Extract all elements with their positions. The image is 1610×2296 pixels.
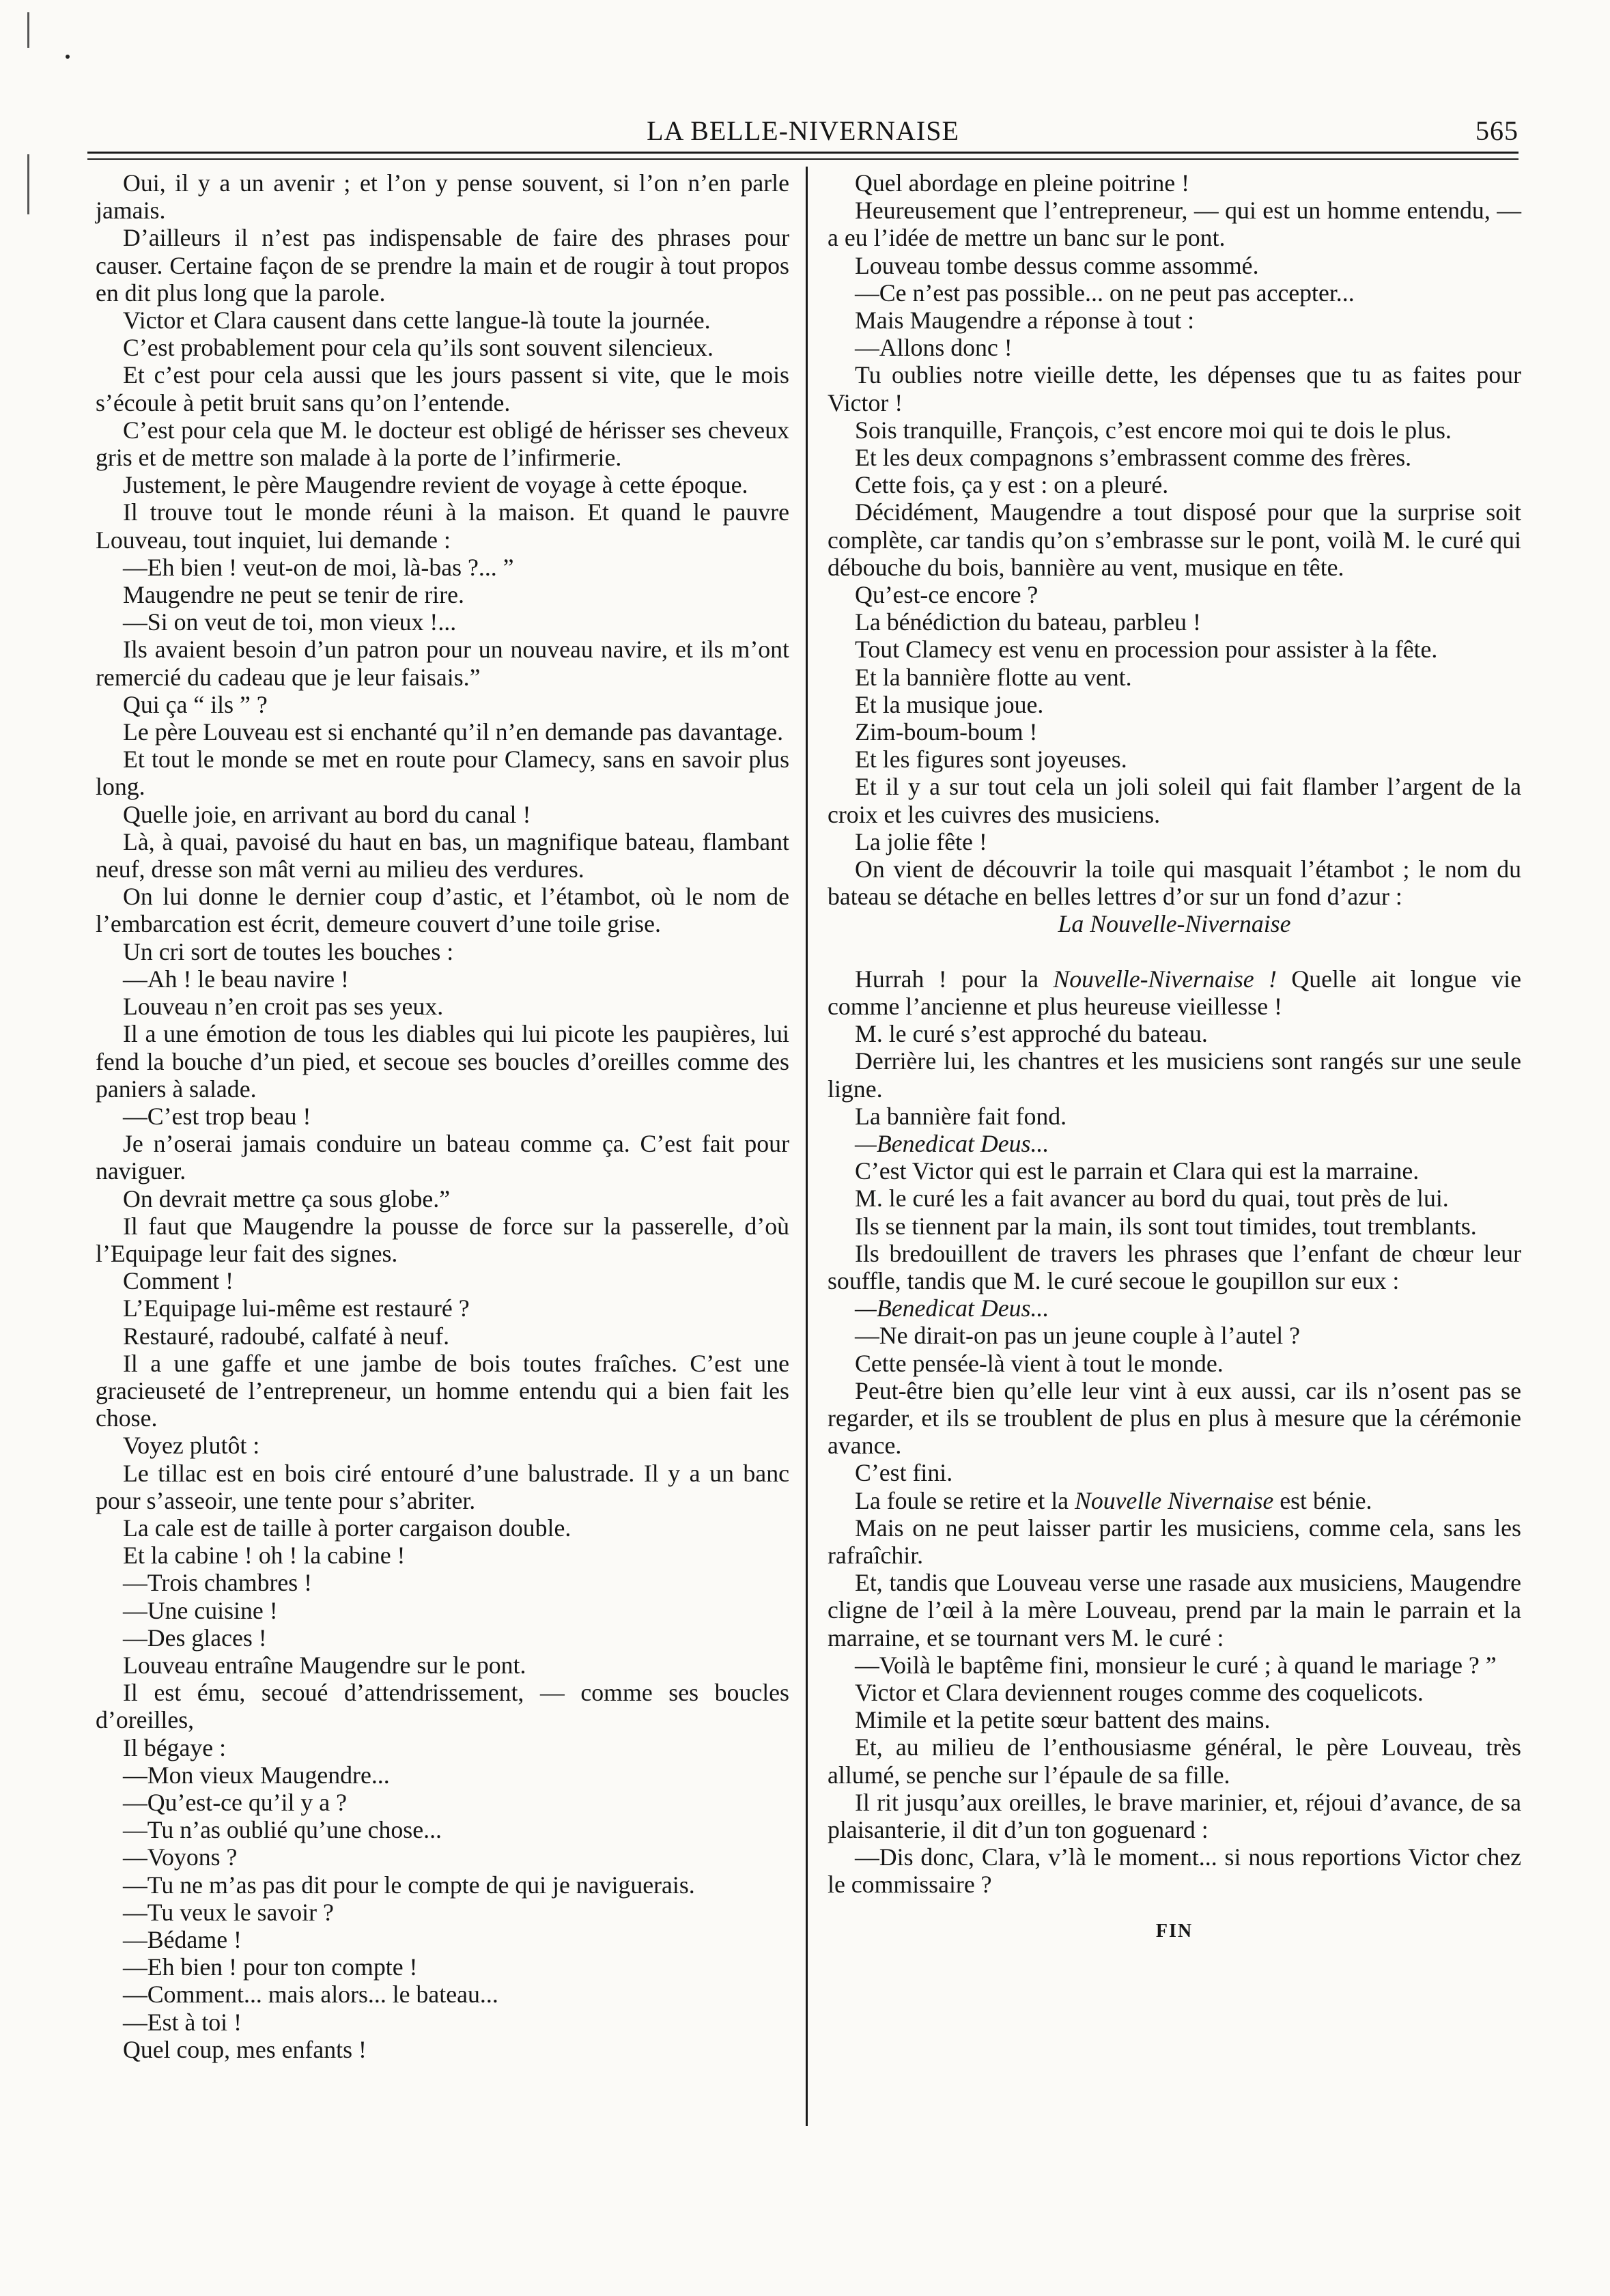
paragraph: C’est probablement pour cela qu’ils sont souvent silencieux. xyxy=(123,334,714,362)
paragraph: Il faut que Maugendre la pousse de force sur la passerelle, d’où l’Equipage leur fait des signes. xyxy=(96,1212,789,1267)
paragraph: —Ce n’est pas possible... on ne peut pas accepter... xyxy=(855,279,1355,307)
paragraph: Et, tandis que Louveau verse une rasade aux musiciens, Maugendre cligne de l’œil à la mère Louveau, prend par la main le parrain et la marraine, et se tournant vers M. le curé : xyxy=(828,1569,1521,1652)
paragraph: Louveau entraîne Maugendre sur le pont. xyxy=(123,1651,526,1679)
column-divider xyxy=(806,167,808,2126)
running-title: LA BELLE-NIVERNAISE xyxy=(647,115,959,146)
paragraph: Il trouve tout le monde réuni à la maison. Et quand le pauvre Louveau, tout inquiet, lui demande : xyxy=(96,498,789,554)
paragraph: Et il y a sur tout cela un joli soleil qui fait flamber l’argent de la croix et les cuivres des musiciens. xyxy=(828,773,1521,828)
paragraph: La jolie fête ! xyxy=(855,827,987,855)
paragraph: Quel abordage en pleine poitrine ! xyxy=(855,169,1190,197)
paragraph: On devrait mettre ça sous globe.” xyxy=(123,1185,451,1213)
paragraph: Mimile et la petite sœur battent des mains. xyxy=(855,1706,1271,1734)
paragraph: —Si on veut de toi, mon vieux !... xyxy=(123,608,457,636)
paragraph: La bénédiction du bateau, parbleu ! xyxy=(855,608,1201,636)
paragraph: Qui ça “ ils ” ? xyxy=(123,690,268,718)
paragraph: On lui donne le dernier coup d’astic, et l’étambot, où le nom de l’embarcation est écrit, demeure couvert d’une toile grise. xyxy=(96,883,789,938)
paragraph: Sois tranquille, François, c’est encore moi qui te dois le plus. xyxy=(855,416,1452,444)
paragraph: M. le curé s’est approché du bateau. xyxy=(855,1020,1208,1048)
paragraph: Maugendre ne peut se tenir de rire. xyxy=(123,581,464,609)
paragraph: La cale est de taille à porter cargaison double. xyxy=(123,1514,571,1542)
paragraph: Quel coup, mes enfants ! xyxy=(123,2035,367,2063)
paragraph: Tu oublies notre vieille dette, les dépenses que tu as faites pour Victor ! xyxy=(828,361,1521,416)
paragraph: Il rit jusqu’aux oreilles, le brave marinier, et, réjoui d’avance, de sa plaisanterie, il dit d’un ton goguenard : xyxy=(828,1788,1521,1843)
paragraph: —Ne dirait-on pas un jeune couple à l’autel ? xyxy=(855,1322,1301,1350)
margin-mark xyxy=(27,12,29,48)
paragraph: —Dis donc, Clara, v’là le moment... si nous reportions Victor chez le commissaire ? xyxy=(828,1843,1521,1899)
paragraph: La foule se retire et la Nouvelle Nivernaise est bénie. xyxy=(855,1486,1372,1514)
paragraph: Ils se tiennent par la main, ils sont tout timides, tout tremblants. xyxy=(855,1212,1477,1240)
paragraph: —Voyons ? xyxy=(123,1843,238,1871)
paragraph: Mais Maugendre a réponse à tout : xyxy=(855,307,1195,335)
page-number: 565 xyxy=(1475,115,1519,146)
boat-name: La Nouvelle-Nivernaise xyxy=(1058,910,1291,938)
paragraph: C’est pour cela que M. le docteur est obligé de hérisser ses cheveux gris et de mettre son malade à la porte de l’infirmerie. xyxy=(96,416,789,472)
paragraph: Qu’est-ce encore ? xyxy=(855,581,1039,609)
paragraph: —Allons donc ! xyxy=(855,334,1013,362)
paragraph: —Mon vieux Maugendre... xyxy=(123,1761,390,1789)
paragraph: —Trois chambres ! xyxy=(123,1569,313,1597)
paragraph: —Une cuisine ! xyxy=(123,1596,278,1624)
paragraph: Et les figures sont joyeuses. xyxy=(855,746,1127,774)
paragraph: On vient de découvrir la toile qui masquait l’étambot ; le nom du bateau se détache en belles lettres d’or sur un fond d’azur : xyxy=(828,855,1521,911)
paragraph: Justement, le père Maugendre revient de voyage à cette époque. xyxy=(123,471,748,499)
left-column xyxy=(96,169,789,2063)
paragraph: —Des glaces ! xyxy=(123,1624,267,1652)
paragraph: C’est Victor qui est le parrain et Clara qui est la marraine. xyxy=(855,1157,1420,1185)
paragraph: —C’est trop beau ! xyxy=(123,1102,311,1130)
paragraph: Je n’oserai jamais conduire un bateau comme ça. C’est fait pour naviguer. xyxy=(96,1130,789,1185)
paragraph: Cette pensée-là vient à tout le monde. xyxy=(855,1349,1224,1377)
paragraph: —Benedicat Deus... xyxy=(855,1129,1049,1157)
paragraph: Un cri sort de toutes les bouches : xyxy=(123,937,454,965)
paragraph: —Comment... mais alors... le bateau... xyxy=(123,1981,498,2009)
paragraph: Louveau tombe dessus comme assommé. xyxy=(855,251,1259,279)
paragraph: L’Equipage lui-même est restauré ? xyxy=(123,1294,470,1322)
paragraph: —Tu ne m’as pas dit pour le compte de qui je naviguerais. xyxy=(123,1871,695,1899)
paragraph: —Qu’est-ce qu’il y a ? xyxy=(123,1788,348,1816)
paragraph: Et la musique joue. xyxy=(855,690,1044,718)
paragraph: Cette fois, ça y est : on a pleuré. xyxy=(855,471,1169,499)
paragraph: Voyez plutôt : xyxy=(123,1432,260,1460)
right-column xyxy=(828,169,1521,1945)
paragraph: Il a une gaffe et une jambe de bois toutes fraîches. C’est une gracieuseté de l’entrepreneur, un homme entendu qui a bien fait les chose. xyxy=(96,1349,789,1432)
paragraph: Derrière lui, les chantres et les musiciens sont rangés sur une seule ligne. xyxy=(828,1047,1521,1103)
paragraph: Et la bannière flotte au vent. xyxy=(855,663,1132,691)
paragraph: Victor et Clara causent dans cette langue-là toute la journée. xyxy=(123,307,711,335)
paragraph: D’ailleurs il n’est pas indispensable de faire des phrases pour causer. Certaine façon de se prendre la main et de rougir à tout propos en dit plus long que la parole. xyxy=(96,224,789,307)
paragraph: Ils avaient besoin d’un patron pour un nouveau navire, et ils m’ont remercié du cadeau que je leur faisais.” xyxy=(96,636,789,691)
ink-speck xyxy=(66,55,70,59)
paragraph: Oui, il y a un avenir ; et l’on y pense souvent, si l’on n’en parle jamais. xyxy=(96,169,789,225)
paragraph: Victor et Clara deviennent rouges comme des coquelicots. xyxy=(855,1678,1424,1706)
paragraph: Il a une émotion de tous les diables qui lui picote les paupières, lui fend la bouche d’un pied, et secoue ses boucles d’oreilles comme des paniers à salade. xyxy=(96,1020,789,1103)
paragraph: C’est fini. xyxy=(855,1459,953,1487)
paragraph: —Tu n’as oublié qu’une chose... xyxy=(123,1816,442,1844)
paragraph: Et c’est pour cela aussi que les jours passent si vite, que le mois s’écoule à petit bruit sans qu’on l’entende. xyxy=(96,361,789,416)
paragraph: Louveau n’en croit pas ses yeux. xyxy=(123,993,444,1021)
paragraph: Restauré, radoubé, calfaté à neuf. xyxy=(123,1322,450,1350)
paragraph: Peut-être bien qu’elle leur vint à eux aussi, car ils n’osent pas se regarder, et ils se troublent de plus en plus à mesure que la cérémonie avance. xyxy=(828,1376,1521,1460)
end-mark: FIN xyxy=(1155,1920,1194,1942)
running-header xyxy=(87,115,1519,150)
boat-name-inline: Nouvelle-Nivernaise ! xyxy=(1053,965,1277,993)
paragraph: Tout Clamecy est venu en procession pour assister à la fête. xyxy=(855,636,1438,664)
paragraph: Mais on ne peut laisser partir les musiciens, comme cela, sans les rafraîchir. xyxy=(828,1514,1521,1569)
paragraph: Là, à quai, pavoisé du haut en bas, un magnifique bateau, flambant neuf, dresse son mât verni au milieu des verdures. xyxy=(96,827,789,883)
paragraph: Ils bredouillent de travers les phrases que l’enfant de chœur leur souffle, tandis que M. le curé secoue le goupillon sur eux : xyxy=(828,1239,1521,1294)
paragraph: Il bégaye : xyxy=(123,1733,227,1761)
paragraph: —Eh bien ! veut-on de moi, là-bas ?... ” xyxy=(123,553,514,581)
paragraph: Hurrah ! pour la Nouvelle-Nivernaise ! Quelle ait longue vie comme l’ancienne et plus heureuse vieillesse ! xyxy=(828,965,1521,1020)
paragraph: Comment ! xyxy=(123,1267,234,1295)
paragraph: —Voilà le baptême fini, monsieur le curé ; à quand le mariage ? ” xyxy=(855,1651,1497,1679)
paragraph: Et, au milieu de l’enthousiasme général, le père Louveau, très allumé, se penche sur l’épaule de sa fille. xyxy=(828,1733,1521,1789)
margin-mark xyxy=(27,154,29,214)
paragraph: La bannière fait fond. xyxy=(855,1102,1067,1130)
paragraph: Et tout le monde se met en route pour Clamecy, sans en savoir plus long. xyxy=(96,746,789,801)
paragraph: —Benedicat Deus... xyxy=(855,1294,1049,1322)
paragraph: Heureusement que l’entrepreneur, — qui est un homme entendu, — a eu l’idée de mettre un banc sur le pont. xyxy=(828,197,1521,252)
paragraph: Décidément, Maugendre a tout disposé pour que la surprise soit complète, car tandis qu’on s’embrasse sur le pont, voilà M. le curé qui débouche du bois, bannière au vent, musique en tête. xyxy=(828,498,1521,581)
paragraph: Et les deux compagnons s’embrassent comme des frères. xyxy=(855,444,1412,472)
paragraph: —Eh bien ! pour ton compte ! xyxy=(123,1953,418,1981)
paragraph: Et la cabine ! oh ! la cabine ! xyxy=(123,1542,406,1570)
paragraph: —Tu veux le savoir ? xyxy=(123,1898,334,1926)
paragraph: Il est ému, secoué d’attendrissement, — comme ses boucles d’oreilles, xyxy=(96,1679,789,1734)
paragraph: Le tillac est en bois ciré entouré d’une balustrade. Il y a un banc pour s’asseoir, une tente pour s’abriter. xyxy=(96,1459,789,1514)
paragraph: Zim-boum-boum ! xyxy=(855,718,1038,746)
header-rule xyxy=(87,152,1519,154)
paragraph: —Bédame ! xyxy=(123,1926,242,1953)
paragraph: Le père Louveau est si enchanté qu’il n’en demande pas davantage. xyxy=(123,718,784,746)
boat-name-inline: Nouvelle Nivernaise xyxy=(1075,1486,1274,1514)
paragraph: —Est à toi ! xyxy=(123,2008,242,2036)
paragraph: Quelle joie, en arrivant au bord du canal ! xyxy=(123,800,531,828)
paragraph: —Ah ! le beau navire ! xyxy=(123,965,349,993)
paragraph: M. le curé les a fait avancer au bord du quai, tout près de lui. xyxy=(855,1185,1449,1213)
header-rule-thin xyxy=(87,158,1519,160)
